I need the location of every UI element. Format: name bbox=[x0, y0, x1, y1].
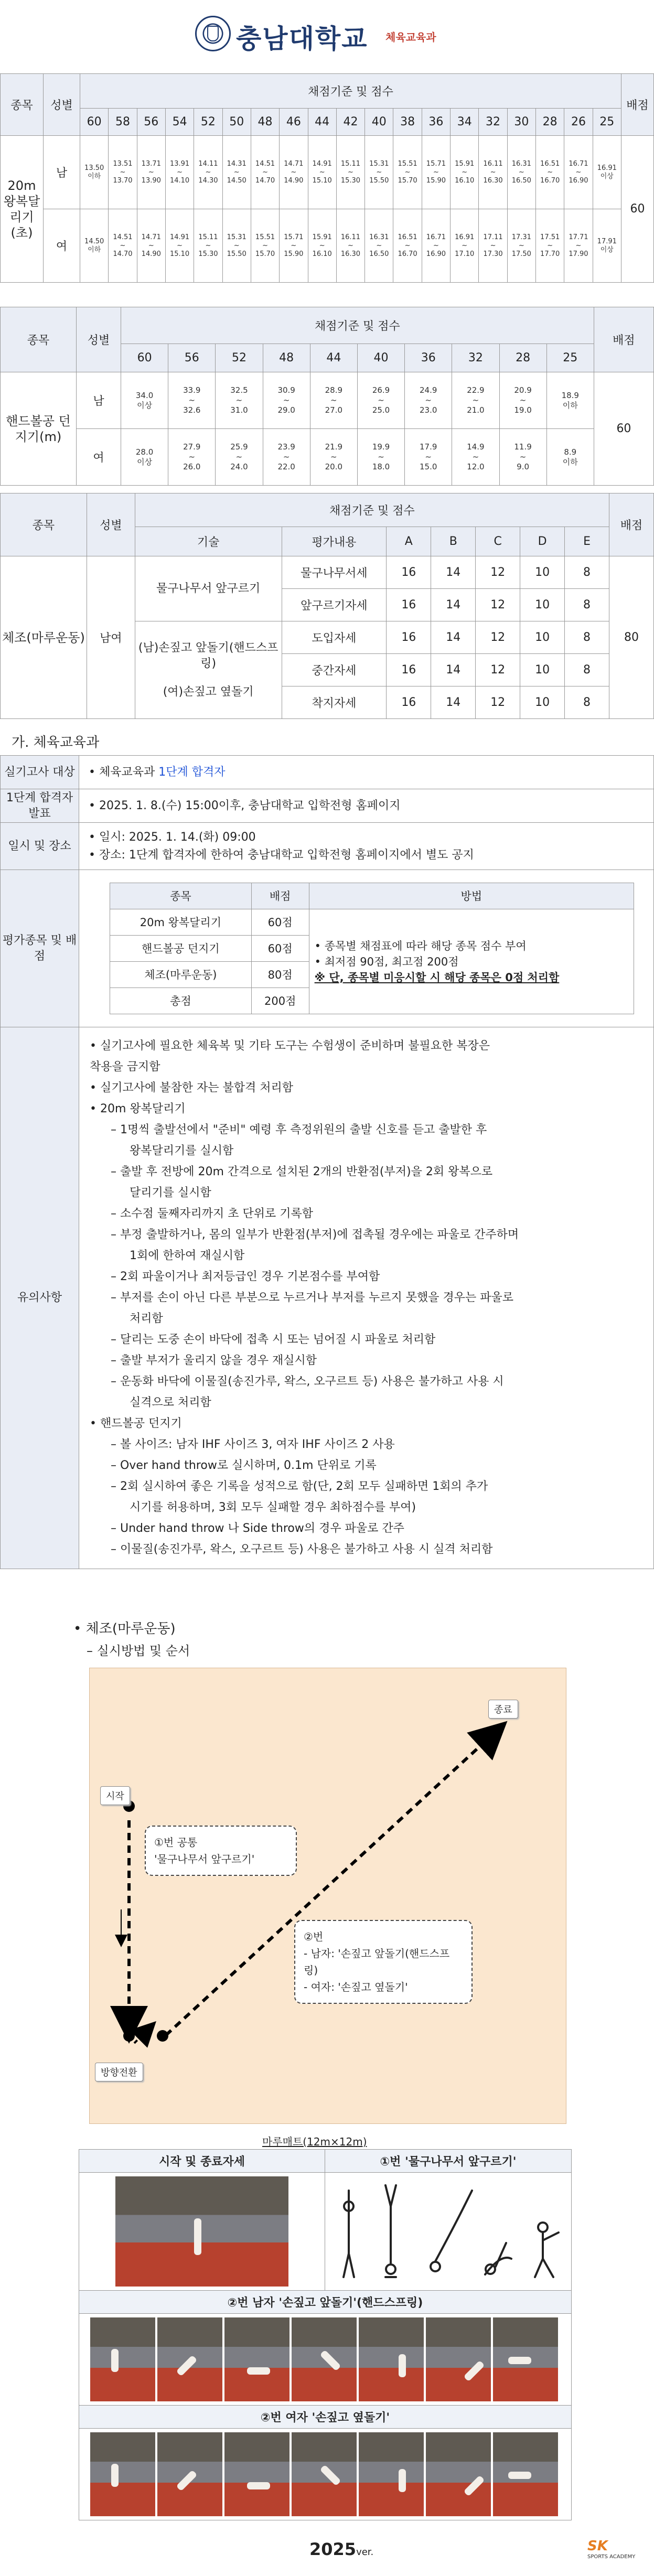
score-header: 36 bbox=[405, 344, 452, 372]
photo-cartwheel-sequence bbox=[79, 2429, 572, 2520]
photo-start-pose bbox=[79, 2173, 325, 2291]
score-header: 52 bbox=[216, 344, 263, 372]
note-item: • 20m 왕복달리기 bbox=[90, 1102, 186, 1115]
score-header: 58 bbox=[109, 109, 137, 136]
note-item: – 2회 파울이거나 최저등급인 경우 기본점수를 부여함 bbox=[111, 1270, 380, 1283]
score-header: 44 bbox=[308, 109, 336, 136]
eval-label: 평가종목 및 배점 bbox=[1, 870, 79, 1027]
grade-score: 12 bbox=[476, 621, 520, 654]
announce-label: 1단계 합격자 발표 bbox=[1, 789, 79, 823]
gym-subtitle: – 실시방법 및 순서 bbox=[87, 1644, 190, 1658]
start-pose-image bbox=[115, 2176, 288, 2287]
sequence-photo bbox=[426, 2317, 491, 2401]
shuttle-run-score-table bbox=[0, 73, 654, 283]
sequence-photo bbox=[157, 2317, 222, 2401]
date-label: 일시 및 장소 bbox=[1, 823, 79, 870]
note-item: – 2회 실시하여 좋은 기록을 성적으로 함(단, 2회 모두 실패하면 1회의 추가 bbox=[111, 1480, 488, 1493]
sequence-photo bbox=[493, 2317, 558, 2401]
skill-male-handspring: (남)손짚고 앞돌기(핸드스프링) bbox=[138, 641, 278, 670]
score-range-female: 16.31 ~ 16.50 bbox=[365, 209, 393, 283]
col-gender: 성별 bbox=[77, 307, 121, 372]
score-range-male: 18.9 이하 bbox=[546, 372, 594, 429]
note-item: 왕복달리기를 실시함 bbox=[130, 1144, 234, 1157]
score-range-male: 13.91 ~ 14.10 bbox=[165, 136, 194, 209]
grade-score: 10 bbox=[520, 621, 565, 654]
score-header: 28 bbox=[536, 109, 564, 136]
score-header: 48 bbox=[263, 344, 310, 372]
note-item: • 핸드볼공 던지기 bbox=[90, 1417, 182, 1430]
academy-logo: SK SPORTS ACADEMY bbox=[587, 2538, 636, 2560]
col-gender: 성별 bbox=[44, 74, 80, 136]
score-header: 42 bbox=[336, 109, 364, 136]
sequence-photo bbox=[224, 2317, 290, 2401]
score-header: 28 bbox=[499, 344, 546, 372]
score-header: 26 bbox=[564, 109, 593, 136]
score-header: 50 bbox=[222, 109, 251, 136]
grade-score: 8 bbox=[565, 556, 609, 589]
score-range-male: 16.71 ~ 16.90 bbox=[564, 136, 593, 209]
section-heading: 가. 체육교육과 bbox=[12, 735, 100, 750]
cartwheel-photo-strip bbox=[79, 2432, 571, 2516]
score-range-male: 30.9 ~ 29.0 bbox=[263, 372, 310, 429]
end-tag: 종료 bbox=[488, 1700, 518, 1719]
method-note: ※ 단, 종목별 미응시할 시 해당 종목은 0점 처리함 bbox=[314, 971, 560, 984]
score-range-male: 15.91 ~ 16.10 bbox=[451, 136, 479, 209]
mat-caption: 마루매트(12m×12m) bbox=[262, 2135, 367, 2148]
notes-label: 유의사항 bbox=[1, 1027, 79, 1569]
score-range-male: 16.31 ~ 16.50 bbox=[507, 136, 535, 209]
handstand-roll-sketch bbox=[328, 2175, 569, 2285]
eval-inner-table bbox=[110, 883, 634, 1014]
score-range-male: 28.9 ~ 27.0 bbox=[310, 372, 357, 429]
score-range-female: 15.31 ~ 15.50 bbox=[222, 209, 251, 283]
col-criteria: 채점기준 및 점수 bbox=[121, 307, 594, 344]
announce-content: • 2025. 1. 8.(수) 15:00이후, 충남대학교 입학전형 홈페이지 bbox=[79, 789, 654, 823]
score-range-male: 14.91 ~ 15.10 bbox=[308, 136, 336, 209]
gender-both: 남여 bbox=[87, 556, 135, 719]
floor-mat-diagram bbox=[89, 1668, 566, 2124]
score-range-female: 23.9 ~ 22.0 bbox=[263, 429, 310, 486]
score-range-female: 14.71 ~ 14.90 bbox=[137, 209, 165, 283]
event-name: 체조(마루운동) bbox=[1, 556, 87, 719]
note-item: 착용을 금지함 bbox=[90, 1060, 160, 1074]
note-item: 1회에 한하여 재실시함 bbox=[130, 1249, 245, 1262]
score-range-male: 15.51 ~ 15.70 bbox=[393, 136, 422, 209]
score-header: 54 bbox=[165, 109, 194, 136]
points-value: 80 bbox=[609, 556, 654, 719]
note-item: – 운동화 바닥에 이물질(송진가루, 왁스, 오구르트 등) 사용은 불가하고 사용 시 bbox=[111, 1375, 504, 1388]
note-item: 처리함 bbox=[130, 1312, 163, 1325]
eval-points: 60점 bbox=[251, 936, 309, 962]
score-header: 40 bbox=[357, 344, 404, 372]
grade-score: 12 bbox=[476, 654, 520, 686]
score-range-male: 24.9 ~ 23.0 bbox=[405, 372, 452, 429]
place-text: • 장소: 1단계 합격자에 한하여 충남대학교 입학전형 홈페이지에서 별도 공지 bbox=[89, 848, 474, 862]
turn-tag: 방향전환 bbox=[95, 2063, 143, 2081]
note-item: – 1명씩 출발선에서 "준비" 예령 후 측정위원의 출발 신호를 듣고 출발한 후 bbox=[111, 1123, 487, 1136]
notes-content bbox=[79, 1027, 654, 1569]
score-header: 60 bbox=[80, 109, 109, 136]
grade-score: 10 bbox=[520, 654, 565, 686]
note-box-1: ①번 공통 '물구나무서 앞구르기' bbox=[145, 1826, 297, 1876]
score-range-female: 14.91 ~ 15.10 bbox=[165, 209, 194, 283]
grade-score: 10 bbox=[520, 589, 565, 621]
score-range-male: 13.71 ~ 13.90 bbox=[137, 136, 165, 209]
gender-female: 여 bbox=[44, 209, 80, 283]
eval-event: 20m 왕복달리기 bbox=[110, 909, 252, 936]
score-header: 56 bbox=[168, 344, 216, 372]
note-item: – 볼 사이즈: 남자 IHF 사이즈 3, 여자 IHF 사이즈 2 사용 bbox=[111, 1438, 395, 1451]
grade-score: 16 bbox=[387, 621, 431, 654]
col-criteria: 채점기준 및 점수 bbox=[135, 493, 609, 527]
skill-handstand-roll: 물구나무서 앞구르기 bbox=[135, 556, 282, 621]
score-range-female: 15.51 ~ 15.70 bbox=[251, 209, 279, 283]
score-range-female: 8.9 이하 bbox=[546, 429, 594, 486]
score-range-female: 25.9 ~ 24.0 bbox=[216, 429, 263, 486]
sequence-photo bbox=[359, 2432, 424, 2516]
grade-score: 14 bbox=[431, 654, 476, 686]
score-header: 32 bbox=[479, 109, 507, 136]
note-item: • 실기고사에 불참한 자는 불합격 처리함 bbox=[90, 1081, 293, 1094]
score-range-female: 17.71 ~ 17.90 bbox=[564, 209, 593, 283]
department-name: 체육교육과 bbox=[385, 31, 436, 44]
grade-header: D bbox=[520, 527, 565, 556]
gymnastics-score-table bbox=[0, 493, 654, 719]
technique-photo-table bbox=[79, 2149, 572, 2520]
eval-event: 체조(마루운동) bbox=[110, 962, 252, 988]
score-range-male: 14.31 ~ 14.50 bbox=[222, 136, 251, 209]
score-range-male: 33.9 ~ 32.6 bbox=[168, 372, 216, 429]
target-content: • 체육교육과 1단계 합격자 bbox=[79, 756, 654, 789]
sequence-photo bbox=[292, 2317, 357, 2401]
score-header: 34 bbox=[451, 109, 479, 136]
gender-male: 남 bbox=[44, 136, 80, 209]
col-event: 종목 bbox=[1, 493, 87, 556]
score-range-female: 17.91 이상 bbox=[593, 209, 621, 283]
note-item: – 달리는 도중 손이 바닥에 접촉 시 또는 넘어질 시 파울로 처리함 bbox=[111, 1333, 436, 1346]
score-range-female: 11.9 ~ 9.0 bbox=[499, 429, 546, 486]
sequence-photo bbox=[426, 2432, 491, 2516]
score-range-female: 17.11 ~ 17.30 bbox=[479, 209, 507, 283]
grade-header: A bbox=[387, 527, 431, 556]
skill-handspring-cartwheel bbox=[135, 621, 282, 719]
eval-points: 60점 bbox=[251, 909, 309, 936]
score-header: 48 bbox=[251, 109, 279, 136]
score-range-female: 15.11 ~ 15.30 bbox=[194, 209, 222, 283]
grade-score: 8 bbox=[565, 654, 609, 686]
eval-content bbox=[79, 870, 654, 1027]
grade-score: 16 bbox=[387, 686, 431, 719]
score-range-female: 28.0 이상 bbox=[121, 429, 168, 486]
score-header: 30 bbox=[507, 109, 535, 136]
eval-points: 80점 bbox=[251, 962, 309, 988]
grade-score: 16 bbox=[387, 589, 431, 621]
university-name: 충남대학교 bbox=[236, 24, 368, 54]
grade-score: 8 bbox=[565, 686, 609, 719]
score-range-female: 16.91 ~ 17.10 bbox=[451, 209, 479, 283]
handball-score-table bbox=[0, 307, 654, 486]
start-tag: 시작 bbox=[100, 1786, 130, 1805]
route-turn-arrow bbox=[134, 2030, 147, 2043]
page-header bbox=[0, 0, 654, 68]
sequence-photo bbox=[359, 2317, 424, 2401]
score-range-male: 22.9 ~ 21.0 bbox=[452, 372, 499, 429]
score-header: 25 bbox=[593, 109, 621, 136]
col-eval: 평가내용 bbox=[282, 527, 387, 556]
eval-item: 물구나무서세 bbox=[282, 556, 387, 589]
eval-col-points: 배점 bbox=[251, 883, 309, 909]
col-points: 배점 bbox=[609, 493, 654, 556]
sequence-photo bbox=[157, 2432, 222, 2516]
note-item: 실격으로 처리함 bbox=[130, 1396, 211, 1409]
col-points: 배점 bbox=[621, 74, 653, 136]
version-label: 2025ver. bbox=[309, 2539, 374, 2559]
score-header: 40 bbox=[365, 109, 393, 136]
grade-header: E bbox=[565, 527, 609, 556]
grade-score: 12 bbox=[476, 556, 520, 589]
sequence-photo bbox=[224, 2432, 290, 2516]
note-item: 달리기를 실시함 bbox=[130, 1186, 211, 1199]
col-event: 종목 bbox=[1, 307, 77, 372]
note-item: – 부정 출발하거나, 몸의 일부가 반환점(부저)에 접촉될 경우에는 파울로 간주하며 bbox=[111, 1228, 519, 1241]
note-item: – 출발 후 전방에 20m 간격으로 설치된 2개의 반환점(부저)을 2회 왕복으로 bbox=[111, 1165, 493, 1178]
score-header: 52 bbox=[194, 109, 222, 136]
sequence-photo bbox=[90, 2432, 155, 2516]
score-range-male: 20.9 ~ 19.0 bbox=[499, 372, 546, 429]
grade-score: 14 bbox=[431, 621, 476, 654]
score-range-male: 16.91 이상 bbox=[593, 136, 621, 209]
eval-item: 중간자세 bbox=[282, 654, 387, 686]
note-item: – 출발 부저가 울리지 않을 경우 재실시함 bbox=[111, 1354, 317, 1367]
score-range-male: 13.51 ~ 13.70 bbox=[109, 136, 137, 209]
note-item: – Under hand throw 나 Side throw의 경우 파울로 간주 bbox=[111, 1522, 404, 1535]
eval-item: 착지자세 bbox=[282, 686, 387, 719]
score-header: 46 bbox=[280, 109, 308, 136]
date-content bbox=[79, 823, 654, 870]
score-range-female: 17.51 ~ 17.70 bbox=[536, 209, 564, 283]
university-seal-icon bbox=[195, 16, 231, 51]
score-range-female: 27.9 ~ 26.0 bbox=[168, 429, 216, 486]
eval-col-method: 방법 bbox=[309, 883, 634, 909]
diagonal-start-point bbox=[157, 2030, 168, 2042]
skill-female-cartwheel: (여)손짚고 옆돌기 bbox=[163, 685, 254, 699]
eval-method: • 종목별 채점표에 따라 해당 종목 점수 부여 • 최저점 90점, 최고점 200점 ※ 단, 종목별 미응시할 시 해당 종목은 0점 처리함 bbox=[309, 909, 634, 1014]
grade-score: 14 bbox=[431, 686, 476, 719]
sequence-photo bbox=[493, 2432, 558, 2516]
note-item: – 소수점 둘째자리까지 초 단위로 기록함 bbox=[111, 1207, 313, 1220]
date-text: • 일시: 2025. 1. 14.(화) 09:00 bbox=[89, 830, 256, 844]
score-range-male: 26.9 ~ 25.0 bbox=[357, 372, 404, 429]
col-points: 배점 bbox=[594, 307, 653, 372]
photo-header-cartwheel: ②번 여자 '손짚고 옆돌기' bbox=[79, 2406, 572, 2429]
photo-handspring-sequence bbox=[79, 2314, 572, 2406]
col-skill: 기술 bbox=[135, 527, 282, 556]
eval-item: 도입자세 bbox=[282, 621, 387, 654]
score-range-female: 16.71 ~ 16.90 bbox=[422, 209, 450, 283]
eval-item: 앞구르기자세 bbox=[282, 589, 387, 621]
photo-header-handspring: ②번 남자 '손짚고 앞돌기'(핸드스프링) bbox=[79, 2291, 572, 2314]
points-value: 60 bbox=[621, 136, 653, 283]
note-item: • 실기고사에 필요한 체육복 및 기타 도구는 수험생이 준비하며 불필요한 복장은 bbox=[90, 1039, 490, 1053]
score-range-male: 15.11 ~ 15.30 bbox=[336, 136, 364, 209]
score-range-male: 16.51 ~ 16.70 bbox=[536, 136, 564, 209]
score-range-female: 17.9 ~ 15.0 bbox=[405, 429, 452, 486]
gender-male: 남 bbox=[77, 372, 121, 429]
gym-title: • 체조(마루운동) bbox=[73, 1621, 176, 1637]
eval-event: 핸드볼공 던지기 bbox=[110, 936, 252, 962]
score-header: 36 bbox=[422, 109, 450, 136]
notes-list bbox=[90, 1036, 643, 1560]
grade-score: 10 bbox=[520, 556, 565, 589]
eval-points: 200점 bbox=[251, 988, 309, 1014]
sequence-photo bbox=[90, 2317, 155, 2401]
handspring-photo-strip bbox=[79, 2317, 571, 2401]
exam-info-table bbox=[0, 755, 654, 1569]
photo-header-roll: ①번 '물구나무서 앞구르기' bbox=[325, 2150, 572, 2173]
note-item: – 이물질(송진가루, 왁스, 오구르트 등) 사용은 불가하고 사용 시 실격 처리함 bbox=[111, 1543, 493, 1556]
grade-score: 14 bbox=[431, 589, 476, 621]
score-header: 44 bbox=[310, 344, 357, 372]
score-header: 25 bbox=[546, 344, 594, 372]
score-range-female: 15.71 ~ 15.90 bbox=[280, 209, 308, 283]
grade-score: 8 bbox=[565, 589, 609, 621]
note-item: – 부저를 손이 아닌 다른 부분으로 누르거나 부저를 누르지 못했을 경우는 파울로 bbox=[111, 1291, 513, 1304]
score-range-male: 15.31 ~ 15.50 bbox=[365, 136, 393, 209]
score-range-female: 15.91 ~ 16.10 bbox=[308, 209, 336, 283]
photo-header-start: 시작 및 종료자세 bbox=[79, 2150, 325, 2173]
grade-score: 14 bbox=[431, 556, 476, 589]
turn-point bbox=[123, 2030, 135, 2042]
score-header: 60 bbox=[121, 344, 168, 372]
score-range-female: 14.51 ~ 14.70 bbox=[109, 209, 137, 283]
photo-handstand-roll bbox=[325, 2173, 572, 2291]
col-criteria: 채점기준 및 점수 bbox=[80, 74, 621, 109]
score-range-male: 15.71 ~ 15.90 bbox=[422, 136, 450, 209]
grade-score: 16 bbox=[387, 556, 431, 589]
grade-score: 16 bbox=[387, 654, 431, 686]
grade-header: C bbox=[476, 527, 520, 556]
col-gender: 성별 bbox=[87, 493, 135, 556]
points-value: 60 bbox=[594, 372, 653, 486]
score-range-female: 14.50 이하 bbox=[80, 209, 109, 283]
eval-event: 총점 bbox=[110, 988, 252, 1014]
event-name: 핸드볼공 던지기(m) bbox=[1, 372, 77, 486]
target-label: 실기고사 대상 bbox=[1, 756, 79, 789]
grade-score: 12 bbox=[476, 589, 520, 621]
note-box-2: ②번 - 남자: '손짚고 앞돌기(핸드스프링) - 여자: '손짚고 옆돌기' bbox=[294, 1920, 473, 2004]
score-range-male: 32.5 ~ 31.0 bbox=[216, 372, 263, 429]
score-range-female: 17.31 ~ 17.50 bbox=[507, 209, 535, 283]
grade-header: B bbox=[431, 527, 476, 556]
route-arrows bbox=[90, 1668, 567, 2124]
note-item: – Over hand throw로 실시하며, 0.1m 단위로 기록 bbox=[111, 1459, 377, 1472]
grade-score: 10 bbox=[520, 686, 565, 719]
score-range-female: 19.9 ~ 18.0 bbox=[357, 429, 404, 486]
score-range-male: 14.71 ~ 14.90 bbox=[280, 136, 308, 209]
score-range-female: 14.9 ~ 12.0 bbox=[452, 429, 499, 486]
score-range-male: 16.11 ~ 16.30 bbox=[479, 136, 507, 209]
target-highlight: 1단계 합격자 bbox=[158, 765, 226, 779]
col-event: 종목 bbox=[1, 74, 44, 136]
eval-col-event: 종목 bbox=[110, 883, 252, 909]
score-range-male: 14.11 ~ 14.30 bbox=[194, 136, 222, 209]
grade-score: 8 bbox=[565, 621, 609, 654]
sequence-photo bbox=[292, 2432, 357, 2516]
gender-female: 여 bbox=[77, 429, 121, 486]
score-range-male: 13.50 이하 bbox=[80, 136, 109, 209]
grade-score: 12 bbox=[476, 686, 520, 719]
score-range-female: 16.51 ~ 16.70 bbox=[393, 209, 422, 283]
score-header: 56 bbox=[137, 109, 165, 136]
note-item: 시기를 허용하며, 3회 모두 실패할 경우 최하점수를 부여) bbox=[130, 1501, 416, 1514]
event-name: 20m 왕복달리기(초) bbox=[1, 136, 44, 283]
score-range-female: 16.11 ~ 16.30 bbox=[336, 209, 364, 283]
score-range-male: 34.0 이상 bbox=[121, 372, 168, 429]
score-range-male: 14.51 ~ 14.70 bbox=[251, 136, 279, 209]
score-range-female: 21.9 ~ 20.0 bbox=[310, 429, 357, 486]
score-header: 38 bbox=[393, 109, 422, 136]
score-header: 32 bbox=[452, 344, 499, 372]
